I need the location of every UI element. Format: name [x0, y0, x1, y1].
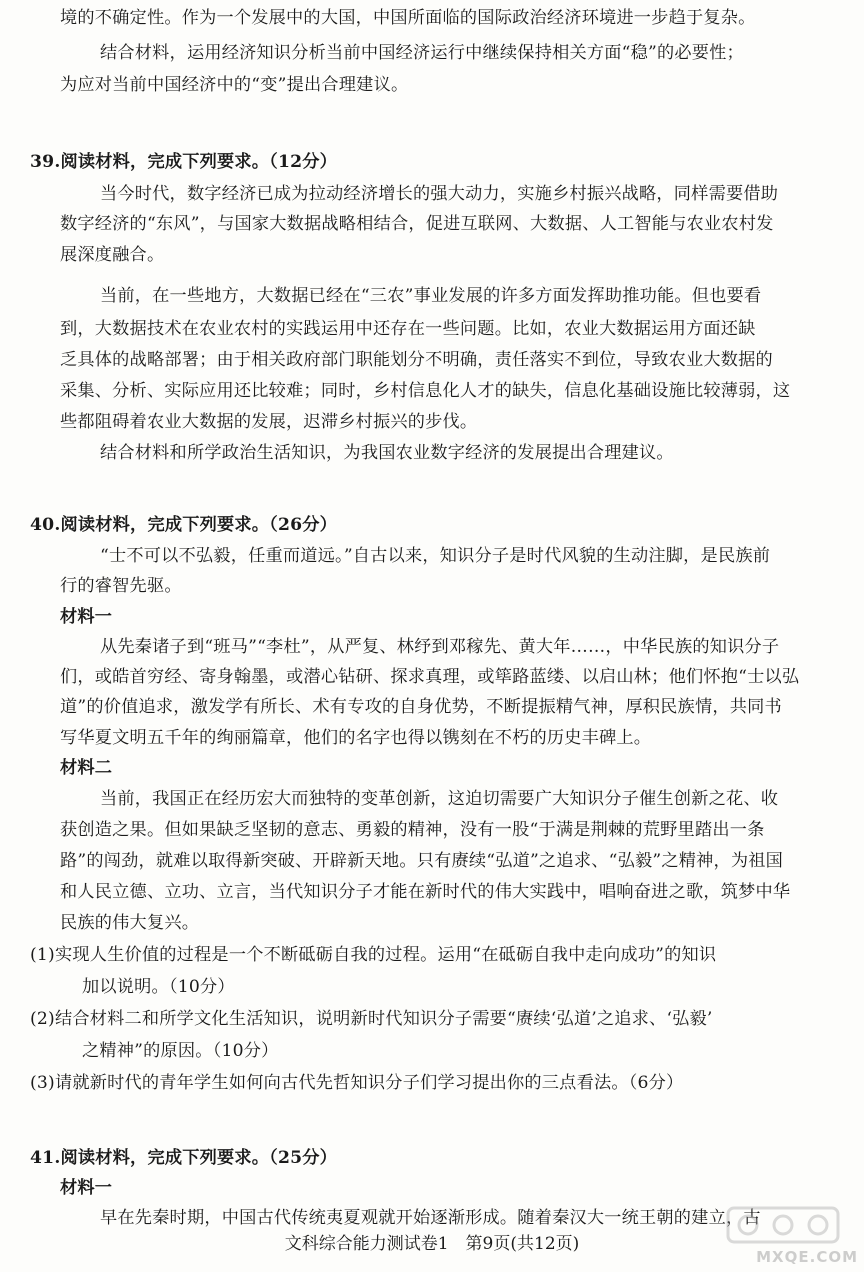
- text-line: 境的不确定性。作为一个发展中的大国，中国所面临的国际政治经济环境进一步趋于复杂。: [60, 8, 756, 28]
- text-line: 结合材料，运用经济知识分析当前中国经济运行中继续保持相关方面“稳”的必要性；: [100, 43, 744, 63]
- text-line: 结合材料和所学政治生活知识，为我国农业数字经济的发展提出合理建议。: [100, 443, 674, 463]
- question-40-heading: 40.阅读材料，完成下列要求。（26分）: [30, 515, 338, 535]
- text-line: 当今时代，数字经济已成为拉动经济增长的强大动力，实施乡村振兴战略，同样需要借助: [100, 184, 779, 204]
- page-footer: 文科综合能力测试卷1 第9页(共12页): [284, 1234, 580, 1254]
- sub-question-1: (1)实现人生价值的过程是一个不断砥砺自我的过程。运用“在砥砺自我中走向成功”的知识: [30, 945, 717, 965]
- sub-question-2: (2)结合材料二和所学文化生活知识，说明新时代知识分子需要“赓续‘弘道’之追求、‘弘毅’: [30, 1009, 713, 1029]
- text-line: 早在先秦时期，中国古代传统夷夏观就开始逐渐形成。随着秦汉大一统王朝的建立，古: [100, 1208, 761, 1228]
- text-line: 路”的闯劲，就难以取得新突破、开辟新天地。只有赓续“弘道”之追求、“弘毅”之精神，为祖国: [60, 851, 784, 871]
- sub-question-3: (3)请就新时代的青年学生如何向古代先哲知识分子们学习提出你的三点看法。（6分）: [30, 1073, 684, 1093]
- material-1-label: 材料一: [60, 607, 113, 627]
- material-2-label: 材料二: [60, 758, 113, 778]
- text-line: 行的睿智先驱。: [60, 576, 182, 596]
- text-line: 和人民立德、立功、立言，当代知识分子才能在新时代的伟大实践中，唱响奋进之歌，筑梦中华: [60, 882, 791, 902]
- text-line: 从先秦诸子到“班马”“李杜”，从严复、林纾到邓稼先、黄大年……，中华民族的知识分子: [100, 637, 780, 657]
- material-1-label: 材料一: [60, 1178, 113, 1198]
- watermark-text: MXQE.COM: [756, 1248, 858, 1266]
- text-line: 乏具体的战略部署；由于相关政府部门职能划分不明确，责任落实不到位，导致农业大数据的: [60, 350, 773, 370]
- text-line: 为应对当前中国经济中的“变”提出合理建议。: [60, 75, 409, 95]
- question-41-heading: 41.阅读材料，完成下列要求。（25分）: [30, 1148, 338, 1168]
- text-line: 写华夏文明五千年的绚丽篇章，他们的名字也得以镌刻在不朽的历史丰碑上。: [60, 728, 652, 748]
- text-line: 些都阻碍着农业大数据的发展，迟滞乡村振兴的步伐。: [60, 412, 478, 432]
- text-line: 之精神”的原因。（10分）: [82, 1041, 279, 1061]
- text-line: 当前，我国正在经历宏大而独特的变革创新，这迫切需要广大知识分子催生创新之花、收: [100, 789, 779, 809]
- text-line: 道”的价值追求，激发学有所长、术有专攻的自身优势，不断提振精气神，厚积民族情，共同书: [60, 697, 782, 717]
- watermark-logo: [708, 1204, 858, 1266]
- text-line: 数字经济的“东风”，与国家大数据战略相结合，促进互联网、大数据、人工智能与农业农村发: [60, 214, 774, 234]
- text-line: 们，或皓首穷经、寄身翰墨，或潜心钻研、探求真理，或筚路蓝缕、以启山林；他们怀抱“士以弘: [60, 667, 800, 687]
- question-39-heading: 39.阅读材料，完成下列要求。（12分）: [30, 152, 338, 172]
- text-line: 获创造之果。但如果缺乏坚韧的意志、勇毅的精神，没有一股“于满是荆棘的荒野里踏出一条: [60, 820, 765, 840]
- text-line: 民族的伟大复兴。: [60, 913, 200, 933]
- text-line: 采集、分析、实际应用还比较难；同时，乡村信息化人才的缺失，信息化基础设施比较薄弱，这: [60, 381, 791, 401]
- text-line: “士不可以不弘毅，任重而道远。”自古以来，知识分子是时代风貌的生动注脚，是民族前: [100, 546, 771, 566]
- text-line: 当前，在一些地方，大数据已经在“三农”事业发展的许多方面发挥助推功能。但也要看: [100, 286, 762, 306]
- text-line: 展深度融合。: [60, 245, 165, 265]
- text-line: 加以说明。（10分）: [82, 977, 235, 997]
- text-line: 到，大数据技术在农业农村的实践运用中还存在一些问题。比如，农业大数据运用方面还缺: [60, 319, 756, 339]
